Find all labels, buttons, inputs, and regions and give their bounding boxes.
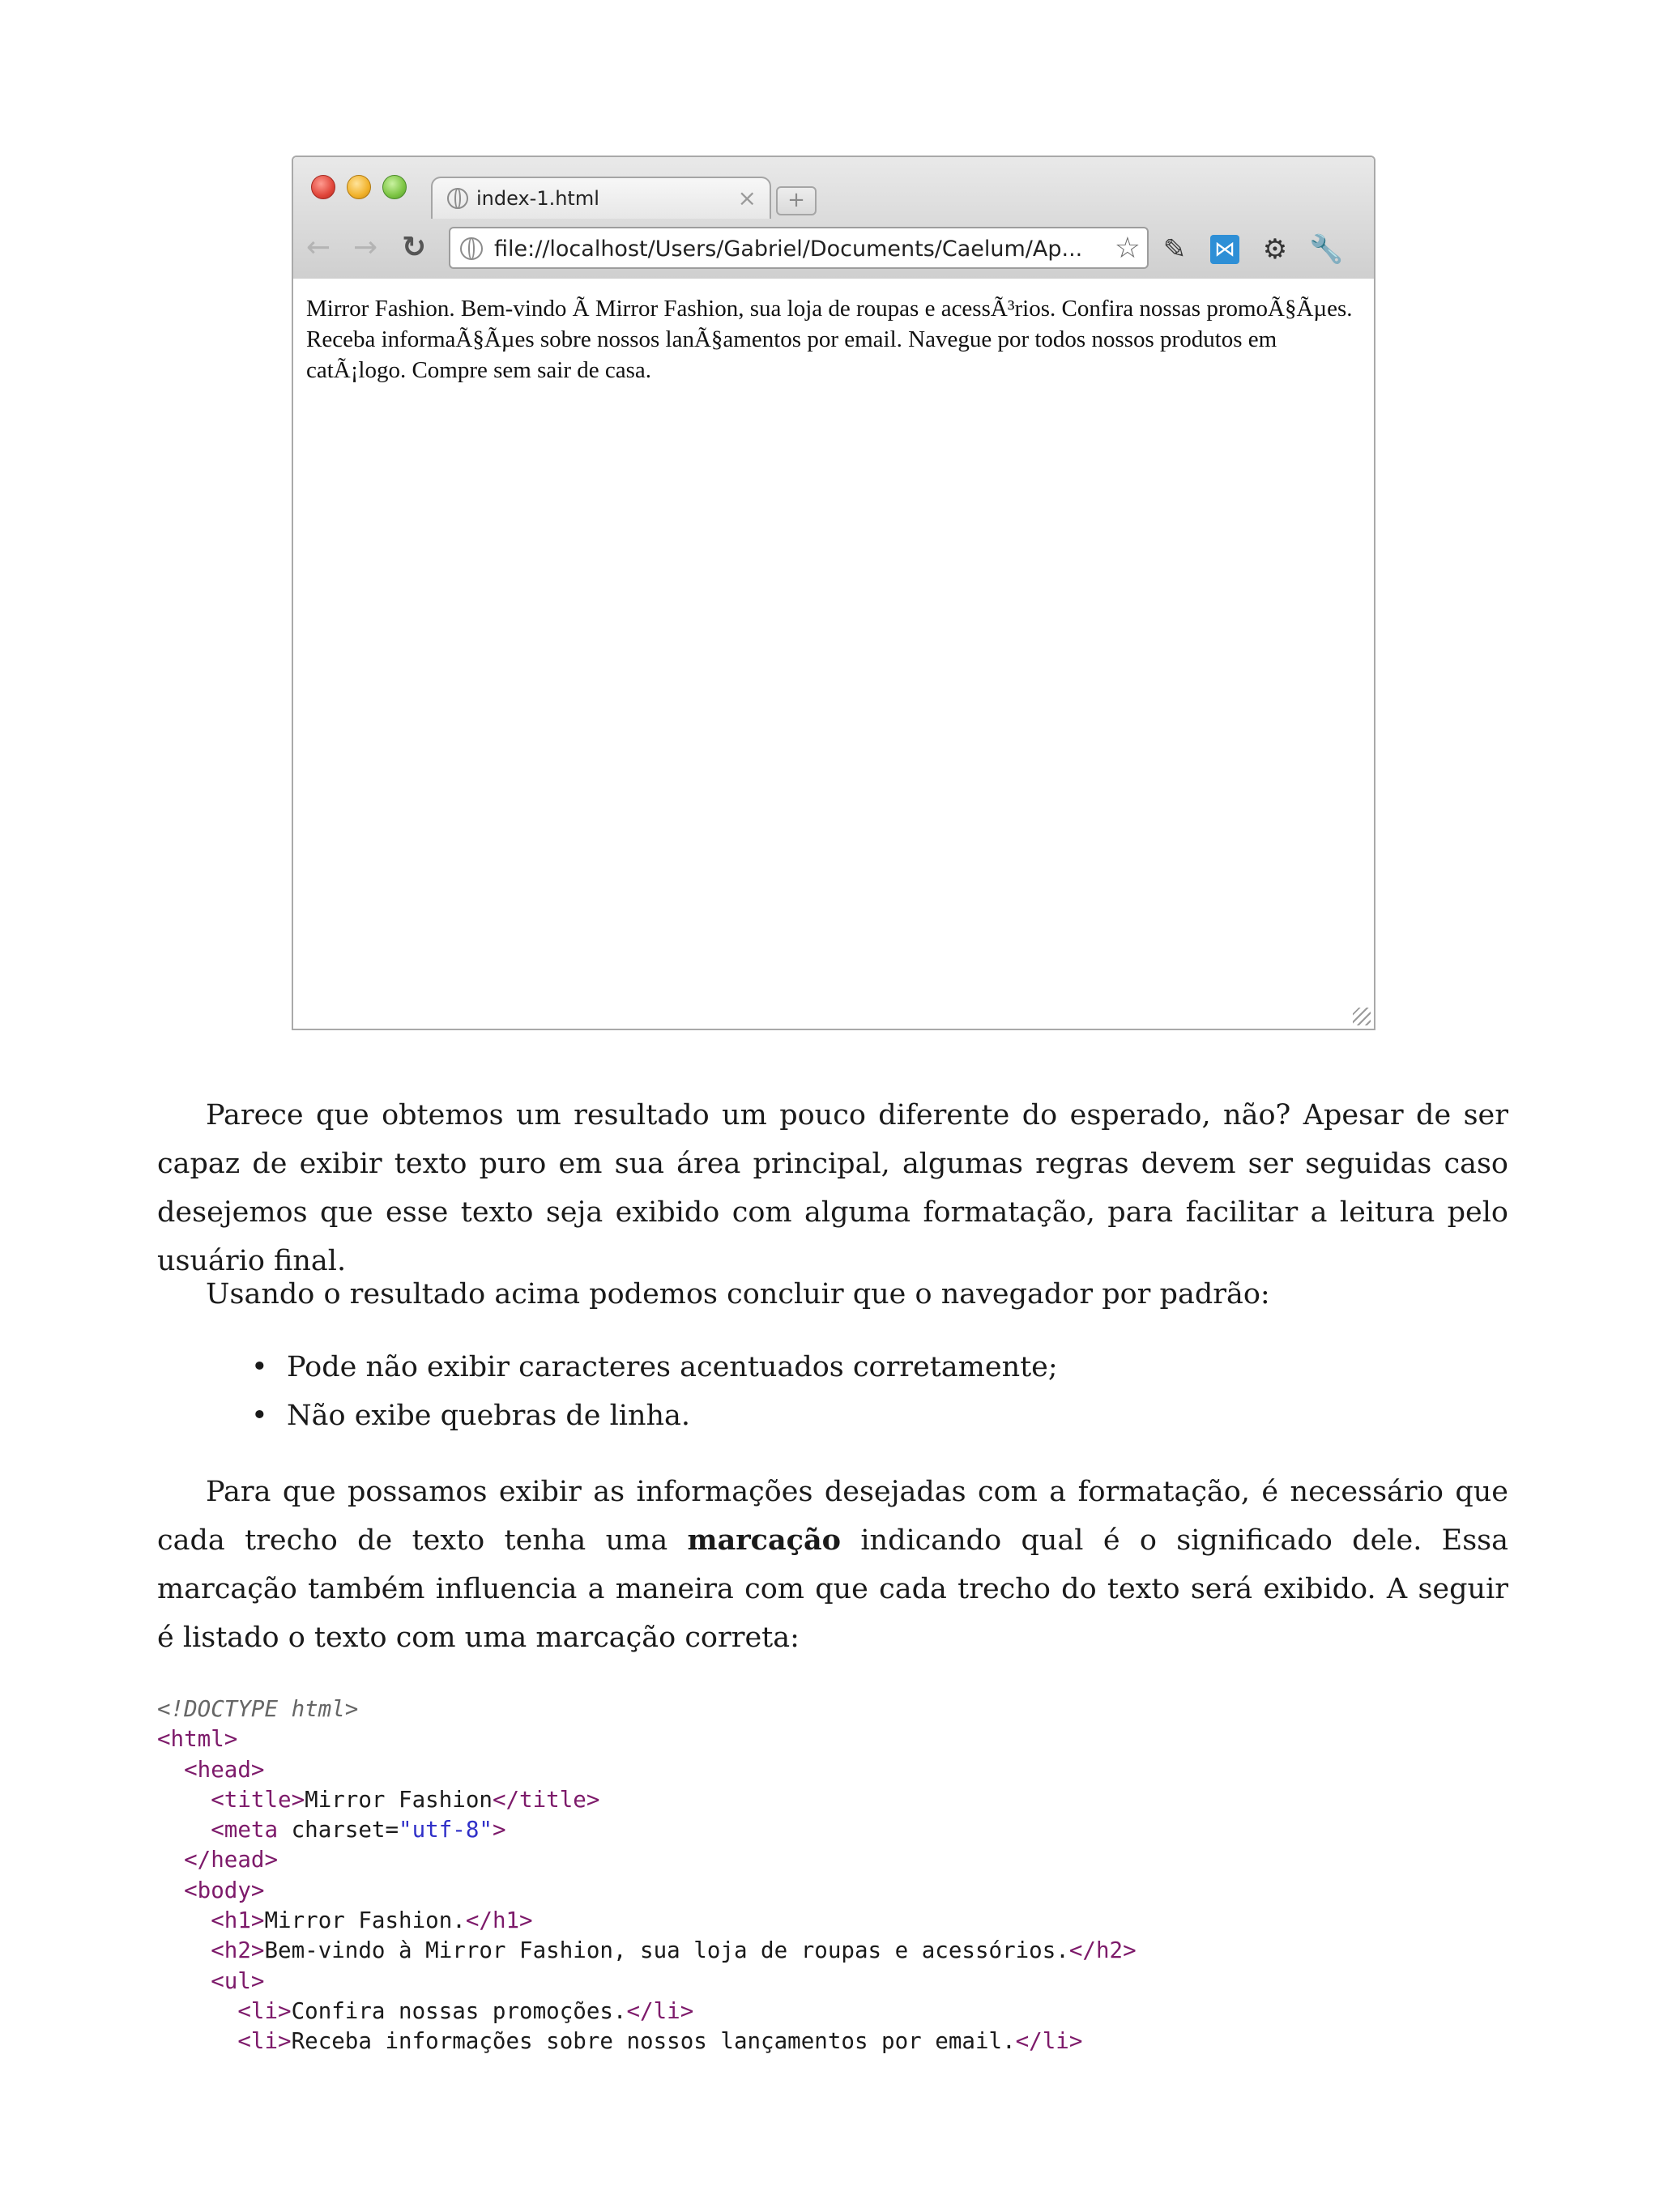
forward-arrow-icon[interactable]: → — [353, 231, 378, 264]
star-icon[interactable]: ☆ — [1114, 232, 1141, 265]
globe-icon — [447, 188, 468, 209]
close-tab-icon[interactable]: × — [737, 185, 757, 211]
paragraph-result — [157, 1091, 1508, 1285]
address-bar[interactable] — [449, 227, 1149, 269]
code-h2-text: Bem-vindo à Mirror Fashion, sua loja de roupas e acessórios. — [264, 1937, 1069, 1964]
code-h1-text: Mirror Fashion. — [264, 1907, 466, 1934]
zoom-window-icon[interactable] — [382, 175, 407, 199]
rendered-page-text: Mirror Fashion. Bem-vindo Ã Mirror Fashion, sua loja de roupas e acessÃ³rios. Confira nossas promoÃ§Ãµes. Receba informaÃ§Ãµes sobre nossos lanÃ§amentos por email. Navegue por todos nossos produtos em catÃ¡logo. Compre sem sair de casa. — [306, 296, 1353, 383]
paragraph-conclusion-text: Usando o resultado acima podemos concluir que o navegador por padrão: — [206, 1278, 1270, 1311]
paragraph-markup-text-1: Para que possamos exibir as informações desejadas com a formatação, é necessário que cada trecho de texto tenha uma — [157, 1476, 1508, 1557]
back-arrow-icon[interactable]: ← — [306, 231, 331, 264]
list-item: • Não exibe quebras de linha. — [206, 1392, 1058, 1440]
close-window-icon[interactable] — [311, 175, 335, 199]
paragraph-markup-bold: marcação — [687, 1524, 842, 1557]
list-item: • Pode não exibir caracteres acentuados corretamente; — [206, 1343, 1058, 1392]
paragraph-markup — [157, 1468, 1508, 1662]
code-listing: <!DOCTYPE html> <html> <head> <title>Mirror Fashion</title> <meta charset="utf-8"> </head> <body> <h1>Mirror Fashion.</h1> <h2>Bem-vindo à Mirror Fashion, sua loja de roupas e acessórios.</h2> <ul> <li>Confira nossas promoções.</li> <li>Receba informações sobre nossos lançamentos por email.</li> — [157, 1696, 1137, 2055]
tab-title: index-1.html — [476, 187, 599, 210]
minimize-window-icon[interactable] — [347, 175, 371, 199]
browser-chrome — [293, 157, 1374, 280]
paragraph-conclusion — [157, 1270, 1508, 1319]
new-tab-icon[interactable]: + — [776, 186, 817, 215]
globe-icon — [460, 237, 483, 260]
code-charset-value: "utf-8" — [399, 1817, 493, 1843]
browser-screenshot — [292, 156, 1375, 1030]
code-title-text: Mirror Fashion — [305, 1786, 493, 1813]
url-text: file://localhost/Users/Gabriel/Documents/Caelum/Ap... — [494, 237, 1083, 262]
browser-tab[interactable] — [431, 177, 771, 219]
wrench-icon[interactable]: 🔧 — [1309, 233, 1344, 266]
gear-icon[interactable]: ⚙ — [1262, 233, 1288, 266]
browser-viewport — [293, 279, 1374, 1029]
code-doctype: <!DOCTYPE html> — [157, 1696, 359, 1722]
resize-grip[interactable] — [1353, 1008, 1371, 1025]
extension-pen-icon[interactable]: ✎ — [1162, 233, 1187, 266]
reload-icon[interactable]: ↻ — [402, 231, 427, 264]
bullet-list — [206, 1343, 1058, 1440]
code-li2-text: Receba informações sobre nossos lançamentos por email. — [291, 2028, 1016, 2055]
code-li1-text: Confira nossas promoções. — [291, 1997, 627, 2024]
paragraph-result-text: Parece que obtemos um resultado um pouco diferente do esperado, não? Apesar de ser capaz de exibir texto puro em sua área principal, algumas regras devem ser seguidas caso desejemos que esse texto seja exibido com alguma formatação, para facilitar a leitura pelo usuário final. — [157, 1099, 1508, 1277]
paragraph-markup-text-2: indicando qual é o significado dele. Essa marcação também influencia a maneira com que cada trecho do texto será exibido. A seguir é listado o texto com uma marcação correta: — [157, 1524, 1508, 1654]
extension-bookmark-icon[interactable]: ⋈ — [1210, 235, 1239, 264]
